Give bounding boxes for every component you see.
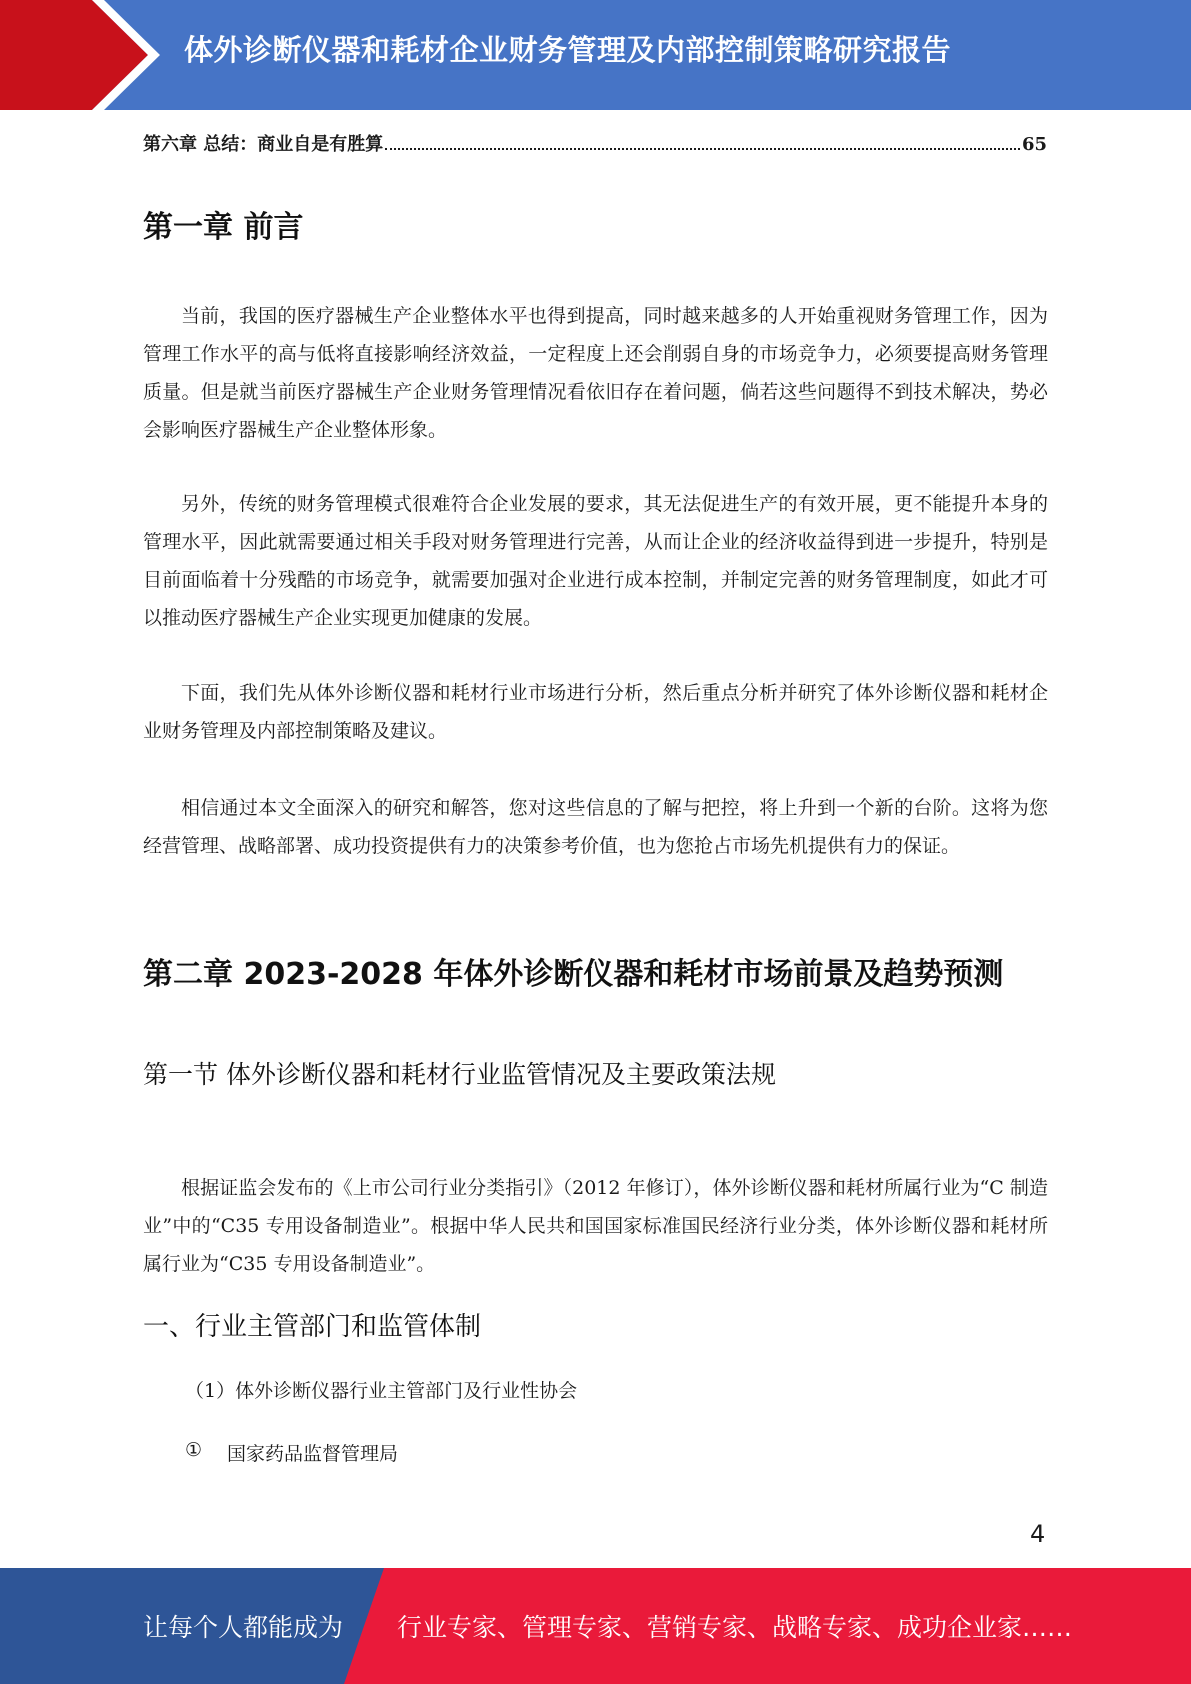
toc-leader-dots xyxy=(385,147,1020,150)
chapter1-paragraph-2: 另外，传统的财务管理模式很难符合企业发展的要求，其无法促进生产的有效开展，更不能提升本身的管理水平，因此就需要通过相关手段对财务管理进行完善，从而让企业的经济收益得到进一步提升，特别是目前面临着十分残酷的市场竞争，就需要加强对企业进行成本控制，并制定完善的财务管理制度，如此才可以推动医疗器械生产企业实现更加健康的发展。 xyxy=(143,493,1048,629)
footer-slogan-right: 行业专家、管理专家、营销专家、战略专家、成功企业家…… xyxy=(397,1613,1073,1642)
chapter1-paragraph-4: 相信通过本文全面深入的研究和解答，您对这些信息的了解与把控，将上升到一个新的台阶。这将为您经营管理、战略部署、成功投资提供有力的决策参考价值，也为您抢占市场先机提供有力的保证。 xyxy=(143,797,1048,857)
chapter1-paragraph-3: 下面，我们先从体外诊断仪器和耗材行业市场进行分析，然后重点分析并研究了体外诊断仪器和耗材企业财务管理及内部控制策略及建议。 xyxy=(143,682,1048,742)
header-arrow-graphic xyxy=(0,0,160,110)
toc-entry-page: 65 xyxy=(1021,134,1047,155)
page-number: 4 xyxy=(1030,1520,1046,1548)
chapter2-title: 第二章 2023-2028 年体外诊断仪器和耗材市场前景及趋势预测 xyxy=(143,957,1004,992)
section1-paragraph: 根据证监会发布的《上市公司行业分类指引》（2012 年修订），体外诊断仪器和耗材所属行业为“C 制造业”中的“C35 专用设备制造业”。根据中华人民共和国国家标准国民经济行业分类，体外诊断仪器和耗材所属行业为“C35 专用设备制造业”。 xyxy=(143,1177,1048,1275)
chapter1-title: 第一章 前言 xyxy=(143,210,304,245)
section1-title: 第一节 体外诊断仪器和耗材行业监管情况及主要政策法规 xyxy=(143,1060,776,1089)
list-item-nmpa: 国家药品监督管理局 xyxy=(227,1443,399,1465)
list-item-marker: ① xyxy=(185,1439,203,1461)
toc-entry[interactable] xyxy=(143,130,1047,156)
footer-slogan-left: 让每个人都能成为 xyxy=(143,1613,344,1642)
chapter1-paragraph-1: 当前，我国的医疗器械生产企业整体水平也得到提高，同时越来越多的人开始重视财务管理工作，因为管理工作水平的高与低将直接影响经济效益，一定程度上还会削弱自身的市场竞争力，必须要提高财务管理质量。但是就当前医疗器械生产企业财务管理情况看依旧存在着问题，倘若这些问题得不到技术解决，势必会影响医疗器械生产企业整体形象。 xyxy=(143,305,1048,441)
report-title: 体外诊断仪器和耗材企业财务管理及内部控制策略研究报告 xyxy=(184,33,952,67)
subsection1-title: 一、行业主管部门和监管体制 xyxy=(143,1312,482,1342)
header-banner xyxy=(0,0,1191,110)
toc-entry-label: 第六章 总结：商业自是有胜算 xyxy=(143,134,384,155)
list-item-industry-authority: （1）体外诊断仪器行业主管部门及行业性协会 xyxy=(185,1380,578,1402)
footer-banner xyxy=(0,1568,1191,1684)
